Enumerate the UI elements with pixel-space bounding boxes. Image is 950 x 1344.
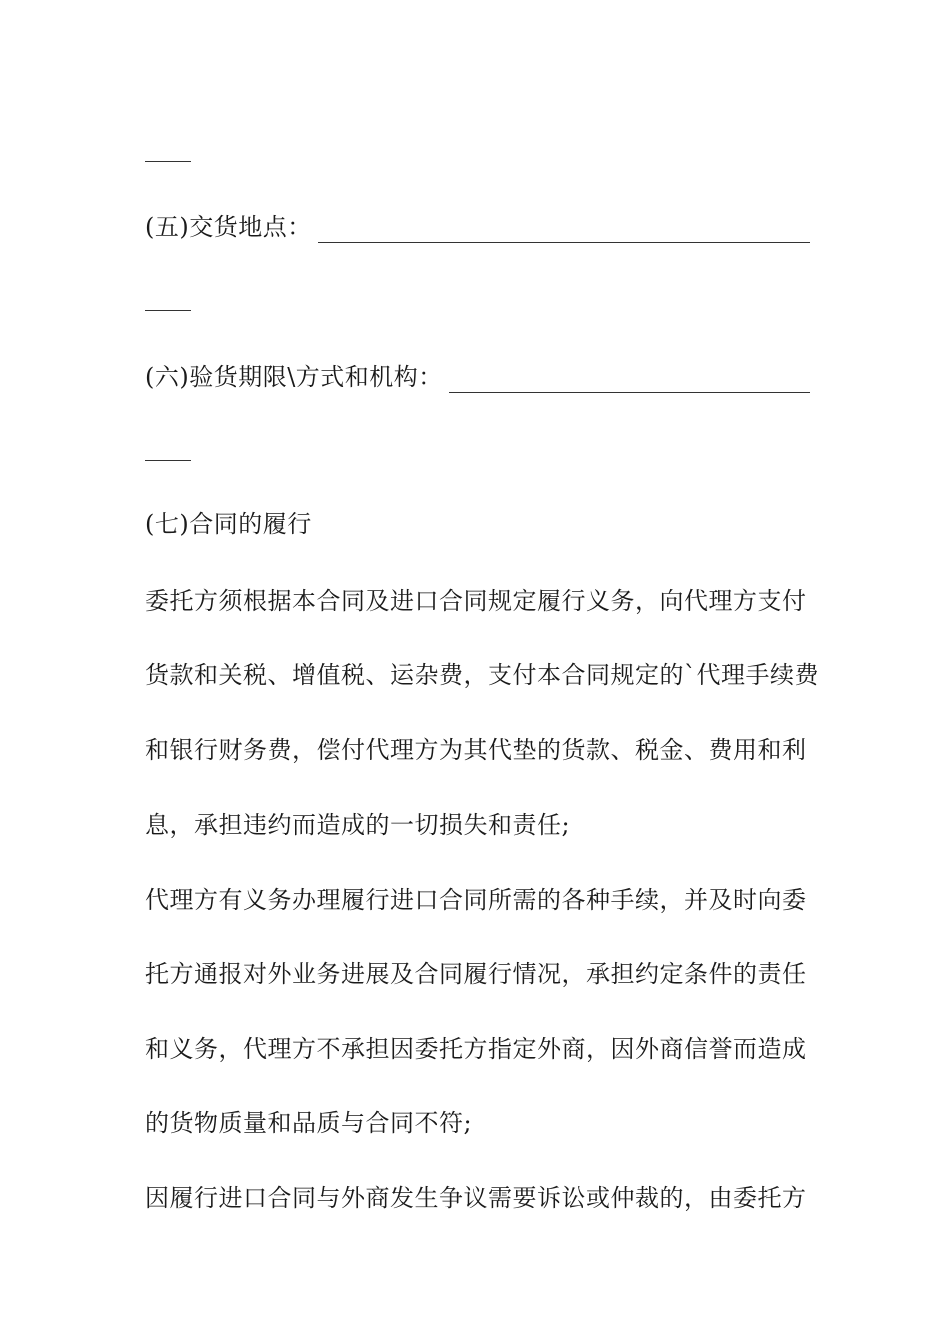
continuation-rule xyxy=(145,161,191,162)
inspection-field xyxy=(145,361,810,393)
section-heading: (七)合同的履行 xyxy=(145,510,312,538)
delivery-location-field xyxy=(145,211,810,243)
paragraph-line: 和银行财务费，偿付代理方为其代垫的货款、税金、费用和利 xyxy=(145,736,807,764)
continuation-rule xyxy=(145,460,191,461)
paragraph-line: 息，承担违约而造成的一切损失和责任; xyxy=(145,811,571,839)
paragraph-line: 因履行进口合同与外商发生争议需要诉讼或仲裁的，由委托方 xyxy=(145,1184,807,1212)
continuation-rule xyxy=(145,310,191,311)
delivery-location-label: (五)交货地点： xyxy=(145,213,312,241)
paragraph-line: 托方通报对外业务进展及合同履行情况，承担约定条件的责任 xyxy=(145,960,807,988)
inspection-label: (六)验货期限\方式和机构： xyxy=(145,363,443,391)
paragraph-line: 委托方须根据本合同及进口合同规定履行义务，向代理方支付 xyxy=(145,587,807,615)
paragraph-line: 代理方有义务办理履行进口合同所需的各种手续，并及时向委 xyxy=(145,886,807,914)
paragraph-line: 货款和关税、增值税、运杂费，支付本合同规定的`代理手续费 xyxy=(145,661,819,689)
paragraph-line: 和义务，代理方不承担因委托方指定外商，因外商信誉而造成 xyxy=(145,1035,807,1063)
paragraph-line: 的货物质量和品质与合同不符; xyxy=(145,1109,473,1137)
delivery-location-blank xyxy=(318,220,810,243)
inspection-blank xyxy=(449,370,810,393)
